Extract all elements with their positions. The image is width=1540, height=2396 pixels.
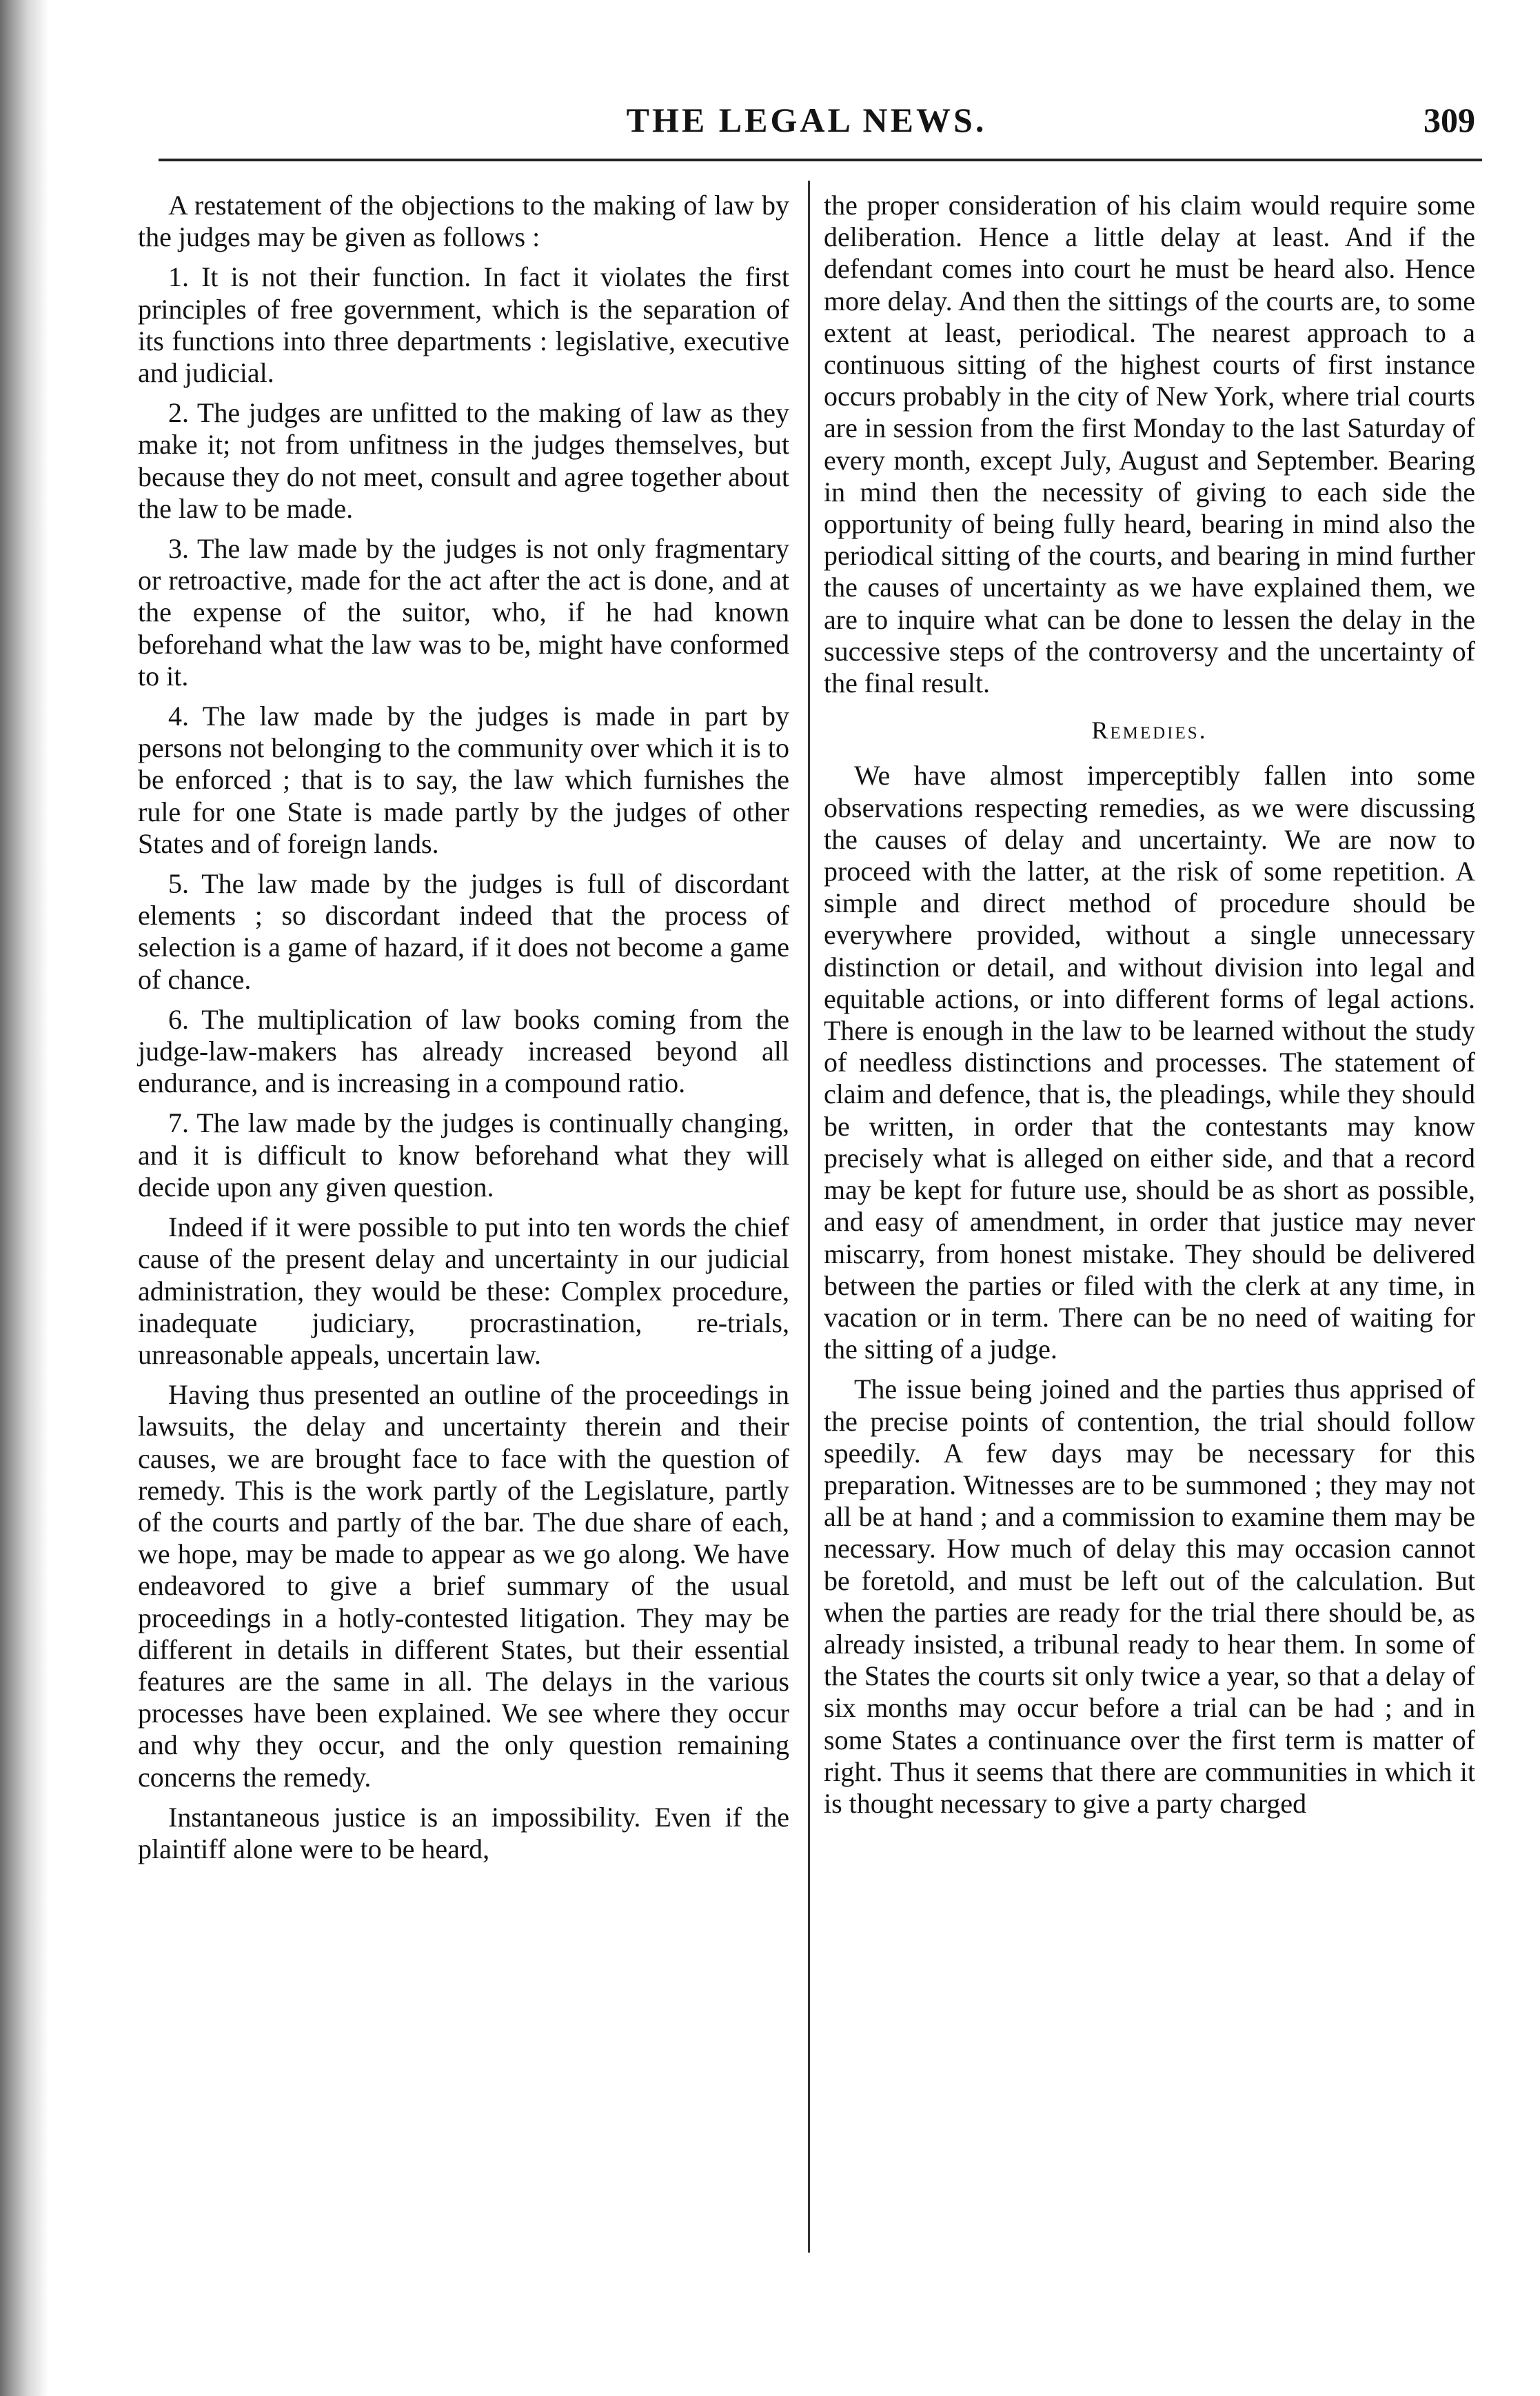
paragraph-objection-7: 7. The law made by the judges is continually changing, and it is difficult to know beforehand what they will decide upon any given question. <box>138 1107 789 1202</box>
paragraph-objection-2: 2. The judges are unfitted to the making of law as they make it; not from unfitness in the judges themselves, but because they do not meet, consult and agree together about the law to be made. <box>138 397 789 524</box>
paragraph-remedies-1: We have almost imperceptibly fallen into some observations respecting remedies, as we were discussing the causes of delay and uncertainty. We are now to proceed with the latter, at the risk of some repetition. A simple and direct method of procedure should be everywhere provided, without a single unnecessary distinction or detail, and without division into legal and equitable actions, or into different forms of legal actions. There is enough in the law to be learned without the study of needless distinctions and processes. The statement of claim and defence, that is, the pleadings, while they should be written, in order that the contestants may know precisely what is alleged on either side, and that a record may be kept for future use, should be as short as possible, and easy of amendment, in order that justice may never miscarry, from honest mistake. They should be delivered between the parties or filed with the clerk at any time, in vacation or in term. There can be no need of waiting for the sitting of a judge. <box>824 760 1475 1365</box>
section-heading-remedies: Remedies. <box>1091 716 1208 745</box>
paragraph-ten-words: Indeed if it were possible to put into ten words the chief cause of the present delay and uncertainty in our judicial administration, they would be these: Complex procedure, inadequate judiciary, procrastination, re-trials, unreasonable appeals, uncertain law. <box>138 1211 789 1370</box>
paragraph-intro: A restatement of the objections to the making of law by the judges may be given as follows : <box>138 190 789 253</box>
paragraph-remedies-2: The issue being joined and the parties thus apprised of the precise points of contention, the trial should follow speedily. A few days may be necessary for this preparation. Witnesses are to be summoned ; they may not all be at hand ; and a commission to examine them may be necessary. How much of delay this may occasion cannot be foretold, and must be left out of the calculation. But when the parties are ready for the trial there should be, as already insisted, a tribunal ready to hear them. In some of the States the courts sit only twice a year, so that a delay of six months may occur before a trial can be had ; and in some States a continuance over the first term is matter of right. Thus it seems that there are communities in which it is thought necessary to give a party charged <box>824 1373 1475 1819</box>
header-rule <box>159 159 1482 161</box>
paragraph-outline: Having thus presented an outline of the proceedings in lawsuits, the delay and uncertainty therein and their causes, we are brought face to face with the question of remedy. This is the work partly of the Legislature, partly of the courts and partly of the bar. The due share of each, we hope, may be made to appear as we go along. We have endeavored to give a brief summary of the usual proceedings in a hotly-contested litigation. They may be different in details in different States, but their essential features are the same in all. The delays in the various processes have been explained. We see where they occur and why they occur, and the only question remaining concerns the remedy. <box>138 1379 789 1793</box>
paragraph-instantaneous-justice: Instantaneous justice is an impossibility. Even if the plaintiff alone were to be heard, <box>138 1801 789 1864</box>
paragraph-objection-3: 3. The law made by the judges is not only fragmentary or retroactive, made for the act after the act is done, and at the expense of the suitor, who, if he had known beforehand what the law was to be, might have conformed to it. <box>138 533 789 692</box>
paragraph-objection-6: 6. The multiplication of law books coming from the judge-law-makers has already increased beyond all endurance, and is increasing in a compound ratio. <box>138 1003 789 1099</box>
paragraph-objection-5: 5. The law made by the judges is full of discordant elements ; so discordant indeed that the process of selection is a game of hazard, if it does not become a game of chance. <box>138 868 789 995</box>
paragraph-objection-4: 4. The law made by the judges is made in part by persons not belonging to the community over which it is to be enforced ; that is to say, the law which furnishes the rule for one State is made partly by the judges of other States and of foreign lands. <box>138 701 789 859</box>
paragraph-continued: the proper consideration of his claim would require some deliberation. Hence a little delay at least. And if the defendant comes into court he must be heard also. Hence more delay. And then the sittings of the courts are, to some extent at least, periodical. The nearest approach to a continuous sitting of the highest courts of first instance occurs probably in the city of New York, where trial courts are in session from the first Monday to the last Saturday of every month, except July, August and September. Bearing in mind then the necessity of giving to each side the opportunity of being fully heard, bearing in mind also the periodical sitting of the courts, and bearing in mind further the causes of uncertainty as we have explained them, we are to inquire what can be done to lessen the delay in the successive steps of the controversy and the uncertainty of the final result. <box>824 190 1475 699</box>
right-column <box>824 190 1475 1828</box>
running-head: THE LEGAL NEWS. <box>626 101 987 139</box>
binding-shadow <box>0 0 48 2396</box>
left-column <box>138 190 789 1873</box>
page-header <box>138 100 1475 162</box>
column-divider <box>808 181 810 2253</box>
page-number: 309 <box>1424 101 1475 139</box>
paragraph-objection-1: 1. It is not their function. In fact it violates the first principles of free government, which is the separation of its functions into three departments : legislative, executive and judicial. <box>138 261 789 389</box>
